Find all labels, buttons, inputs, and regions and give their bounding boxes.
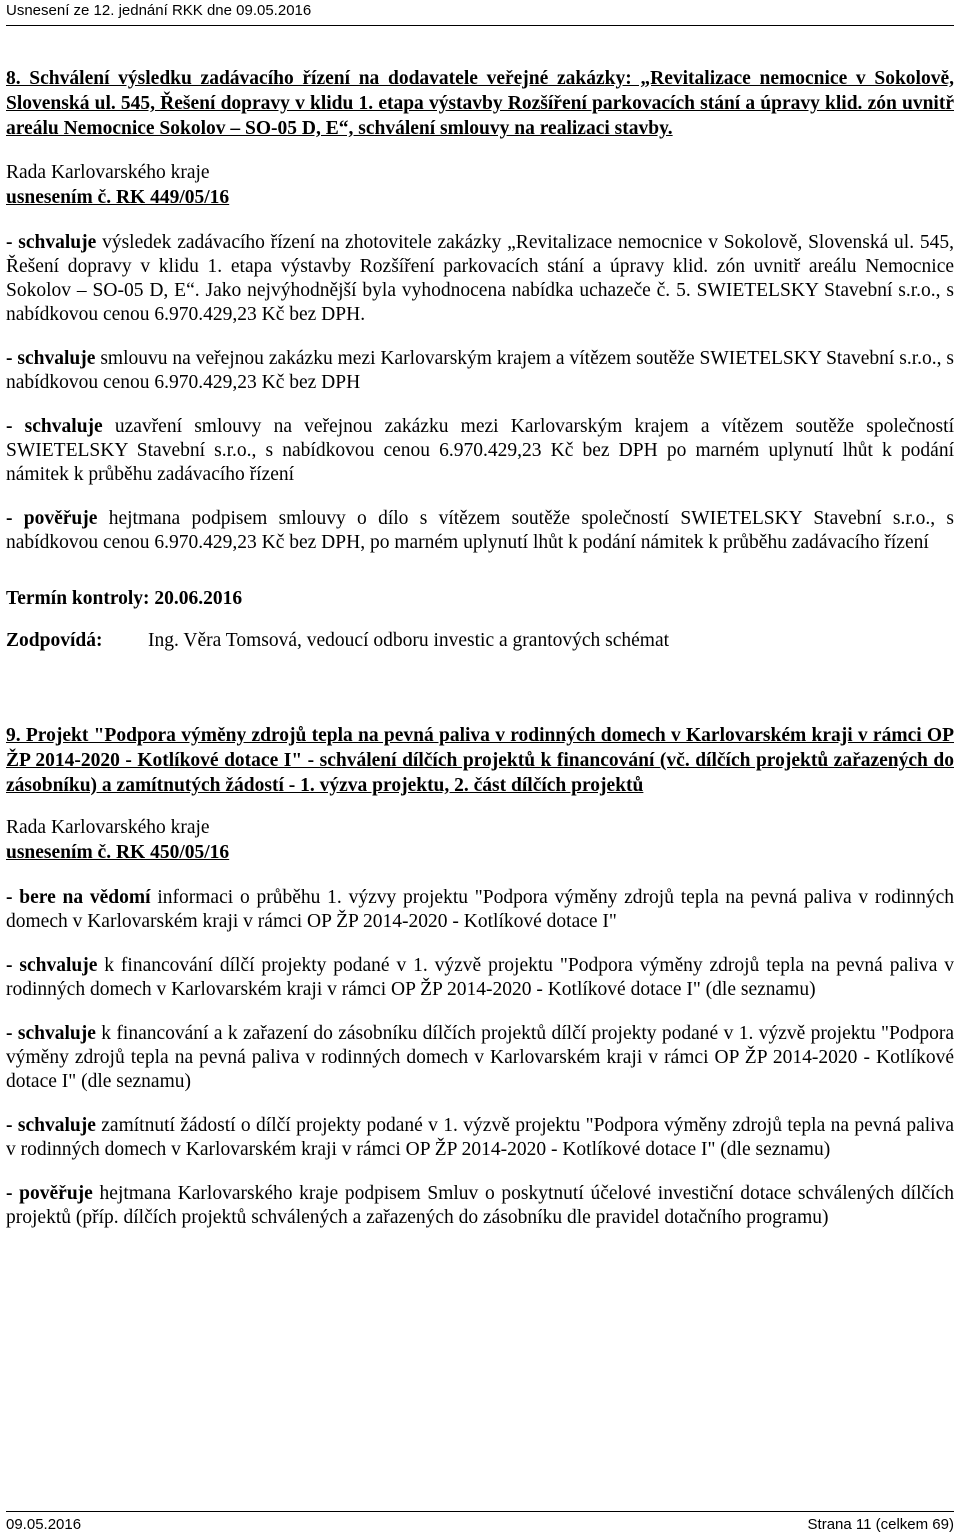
page-footer (6, 1511, 954, 1533)
resolution-number: usnesením č. RK 450/05/16 (6, 842, 230, 863)
point-text: uzavření smlouvy na veřejnou zakázku mezi Karlovarským krajem a vítězem soutěže společností SWIETELSKY Stavební s.r.o., s nabídkovou cenou 6.970.429,23 Kč bez DPH po marném uplynutí lhůt k podání námitek k průběhu zadávacího řízení (6, 416, 954, 485)
point-text: informaci o průběhu 1. výzvy projektu "Podpora výměny zdrojů tepla na pevná paliva v rodinných domech v Karlovarském kraji v rámci OP ŽP 2014-2020 - Kotlíkové dotace I" (6, 887, 954, 932)
responsible-person (6, 629, 954, 653)
point-verb: - schvaluje (6, 416, 103, 437)
resolution-point (6, 886, 954, 934)
point-text: hejtmana podpisem smlouvy o dílo s vítězem soutěže společností SWIETELSKY Stavební s.r.o., s nabídkovou cenou 6.970.429,23 Kč bez DPH, po marném uplynutí lhůt k podání námitek k průběhu zadávacího řízení (6, 508, 954, 553)
control-deadline: Termín kontroly: 20.06.2016 (6, 588, 243, 609)
point-text: zamítnutí žádostí o dílčí projekty podané v 1. výzvě projektu "Podpora výměny zdrojů tepla na pevná paliva v rodinných domech v Karlovarském kraji v rámci OP ŽP 2014-2020 - Kotlíkové dotace I" (dle seznamu) (6, 1115, 955, 1160)
point-verb: - pověřuje (6, 508, 98, 529)
point-text: smlouvu na veřejnou zakázku mezi Karlovarským krajem a vítězem soutěže SWIETELSKY Stavební s.r.o., s nabídkovou cenou 6.970.429,23 Kč bez DPH (6, 348, 954, 393)
point-verb: - schvaluje (6, 348, 96, 369)
page-header (6, 2, 954, 26)
agenda-item-9 (6, 723, 954, 1230)
point-text: k financování dílčí projekty podané v 1. výzvě projektu "Podpora výměny zdrojů tepla na pevná paliva v rodinných domech v Karlovarském kraji v rámci OP ŽP 2014-2020 - Kotlíkové dotace I" (dle seznamu) (6, 955, 955, 1000)
council-name: Rada Karlovarského kraje (6, 162, 210, 183)
agenda-item-8 (6, 66, 954, 653)
council-name: Rada Karlovarského kraje (6, 817, 210, 838)
item-heading: 9. Projekt "Podpora výměny zdrojů tepla na pevná paliva v rodinných domech v Karlovarském kraji v rámci OP ŽP 2014-2020 - Kotlíkové dotace I" - schválení dílčích projektů k financování (vč. dílčích projektů zařazených do zásobníku) a zamítnutých žádostí - 1. výzva projektu, 2. část dílčích projektů (6, 725, 954, 796)
point-text: k financování a k zařazení do zásobníku dílčích projektů dílčí projekty podané v 1. výzvě projektu "Podpora výměny zdrojů tepla na pevná paliva v rodinných domech v Karlovarském kraji v rámci OP ŽP 2014-2020 - Kotlíkové dotace I" (dle seznamu) (6, 1023, 955, 1092)
point-text: výsledek zadávacího řízení na zhotovitele zakázky „Revitalizace nemocnice v Sokolově, Slovenská ul. 545, Řešení dopravy v klidu 1. etapa výstavby Rozšíření parkovacích stání a úpravy klid. zón uvnitř areálu Nemocnice Sokolov – SO-05 D, E“. Jako nejvýhodnější byla vyhodnocena nabídka uchazeče č. 5. SWIETELSKY Stavební s.r.o., s nabídkovou cenou 6.970.429,23 Kč bez DPH. (6, 232, 954, 325)
resolution-point (6, 1022, 954, 1094)
resolution-number: usnesením č. RK 449/05/16 (6, 187, 230, 208)
header-text: Usnesení ze 12. jednání RKK dne 09.05.2016 (6, 2, 312, 19)
responsible-label: Zodpovídá: (6, 630, 103, 651)
point-verb: - schvaluje (6, 1023, 96, 1044)
point-verb: - pověřuje (6, 1183, 93, 1204)
resolution-point (6, 1114, 954, 1162)
responsible-value: Ing. Věra Tomsová, vedoucí odboru investic a grantových schémat (148, 630, 670, 651)
document-body (6, 66, 954, 1230)
resolution-point (6, 954, 954, 1002)
point-verb: - schvaluje (6, 955, 98, 976)
point-verb: - schvaluje (6, 1115, 96, 1136)
resolution-point (6, 231, 954, 327)
point-text: hejtmana Karlovarského kraje podpisem Smluv o poskytnutí účelové investiční dotace schválených dílčích projektů (příp. dílčích projektů schválených a zařazených do zásobníku dle pravidel dotačního programu) (6, 1183, 954, 1228)
item-heading: 8. Schválení výsledku zadávacího řízení na dodavatele veřejné zakázky: „Revitalizace nemocnice v Sokolově, Slovenská ul. 545, Řešení dopravy v klidu 1. etapa výstavby Rozšíření parkovacích stání a úpravy klid. zón uvnitř areálu Nemocnice Sokolov – SO-05 D, E“, schválení smlouvy na realizaci stavby. (6, 68, 954, 139)
point-verb: - schvaluje (6, 232, 97, 253)
point-verb: - bere na vědomí (6, 887, 151, 908)
resolution-point (6, 507, 954, 555)
page-number: Strana 11 (celkem 69) (807, 1516, 954, 1533)
resolution-point (6, 415, 954, 487)
footer-date: 09.05.2016 (6, 1516, 82, 1533)
resolution-point (6, 347, 954, 395)
resolution-point (6, 1182, 954, 1230)
